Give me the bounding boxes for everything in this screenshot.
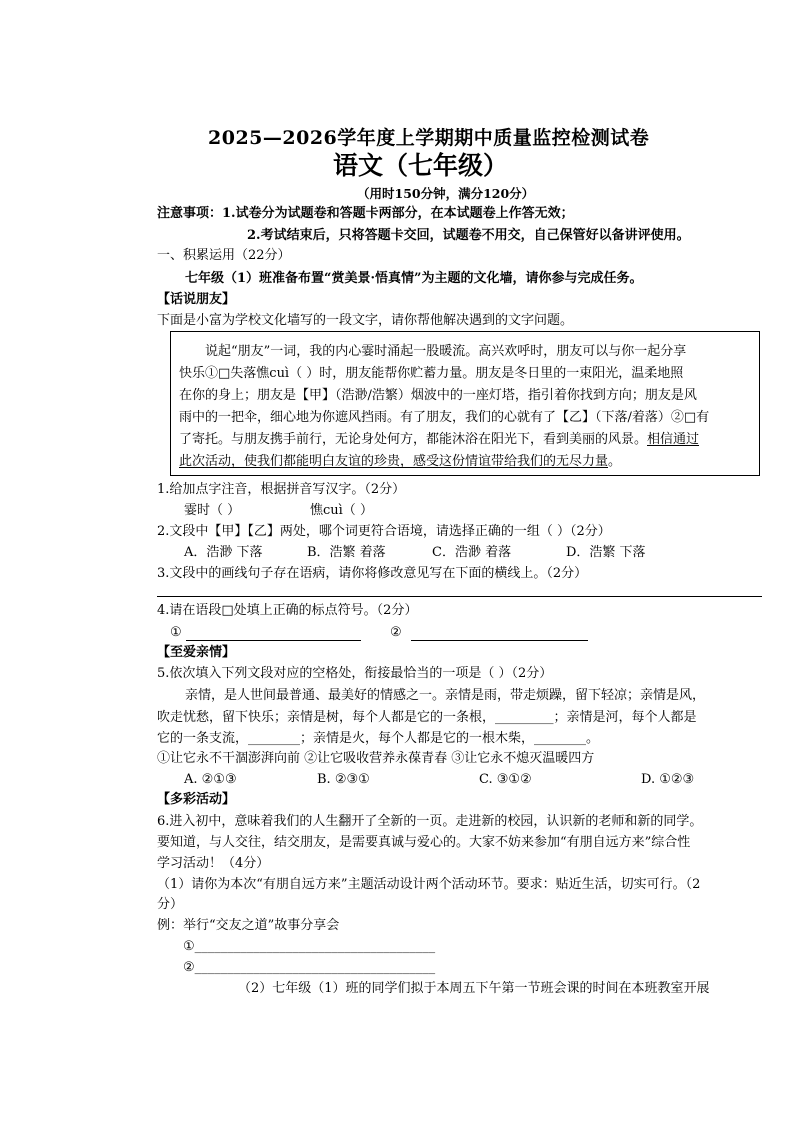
q2-option-c: C．浩渺 着落 bbox=[432, 545, 512, 560]
notes-line-1: 注意事项：1.试卷分为试题卷和答题卡两部分，在本试题卷上作答无效； bbox=[157, 206, 574, 221]
answer-line bbox=[186, 640, 361, 641]
q1-item-2: 憔cuì（ ） bbox=[310, 503, 373, 518]
q5-option-c: C. ③①② bbox=[479, 772, 532, 787]
passage-box bbox=[170, 331, 760, 476]
q5-option-d: D. ①②③ bbox=[641, 772, 695, 787]
question-5: 5.依次填入下列文段对应的空格处，衔接最恰当的一项是（ ）（2分） bbox=[157, 666, 553, 681]
q6-blank-2: ②_____________________________________ bbox=[183, 960, 436, 975]
q2-option-a: A．浩渺 下落 bbox=[184, 545, 263, 560]
q6-example: 例：举行“交友之道”故事分享会 bbox=[157, 918, 340, 933]
exam-title: 2025—2026学年度上学期期中质量监控检测试卷 bbox=[208, 127, 650, 149]
q6-blank-1: ①_____________________________________ bbox=[183, 939, 436, 954]
passage-text: 了寄托。与朋友携手前行，无论身处何方，都能沐浴在阳光下，看到美丽的风景。 bbox=[179, 432, 648, 447]
passage-line: 说起“朋友”一词，我的内心霎时涌起一股暖流。高兴欢呼时，朋友可以与你一起分享 bbox=[205, 344, 687, 359]
question-4: 4.请在语段□处填上正确的标点符号。（2分） bbox=[157, 603, 418, 618]
question-2: 2.文段中【甲】【乙】两处，哪个词更符合语境，请选择正确的一组（ ）（2分） bbox=[157, 524, 611, 539]
notes-line-2: 2.考试结束后，只将答题卡交回，试题卷不用交，自己保管好以备讲评使用。 bbox=[247, 228, 690, 243]
section-intro: 七年级（1）班准备布置“赏美景·悟真情”为主题的文化墙，请你参与完成任务。 bbox=[185, 271, 643, 286]
answer-line bbox=[411, 640, 588, 641]
passage-line bbox=[179, 452, 621, 472]
q6-sub1-cont: 分） bbox=[157, 897, 184, 912]
q4-item-1: ① bbox=[170, 625, 182, 640]
answer-line bbox=[157, 596, 762, 597]
question-3: 3.文段中的画线句子存在语病，请你将修改意见写在下面的横线上。（2分） bbox=[157, 566, 588, 581]
q1-item-1: 霎时（ ） bbox=[184, 503, 241, 518]
underlined-sentence-part: 此次活动，使我们都能明白友谊的珍贵，感受这份情谊带给我们的无尽力量 bbox=[179, 454, 609, 469]
question-1: 1.给加点字注音，根据拼音写汉字。（2分） bbox=[157, 482, 406, 497]
passage-line bbox=[179, 430, 699, 450]
q6-line: 6.进入初中，意味着我们的人生翻开了全新的一页。走进新的校园，认识新的老师和新的同学。 bbox=[157, 814, 703, 829]
family-passage-line: 吹走忧愁，留下快乐；亲情是树，每个人都是它的一条根，_________；亲情是河，每个人都是 bbox=[157, 710, 697, 725]
part-heading-activity: 【多彩活动】 bbox=[157, 792, 236, 807]
family-passage-line: 亲情，是人世间最普通、最美好的情感之一。亲情是雨，带走烦躁，留下轻凉；亲情是风， bbox=[185, 688, 706, 703]
time-score: （用时150分钟，满分120分） bbox=[357, 186, 535, 201]
q5-option-a: A. ②①③ bbox=[184, 772, 237, 787]
passage-line: 雨中的一把伞，细心地为你遮风挡雨。有了朋友，我们的心就有了【乙】（下落/着落）②□有 bbox=[179, 410, 710, 425]
q5-choices: ①让它永不干涸澎湃向前 ②让它吸收营养永葆青春 ③让它永不熄灭温暖四方 bbox=[157, 751, 595, 766]
q2-option-b: B．浩繁 着落 bbox=[307, 545, 386, 560]
underlined-sentence-part: 相信通过 bbox=[647, 432, 700, 447]
q2-option-d: D．浩繁 下落 bbox=[566, 545, 646, 560]
q6-line: 学习活动！（4分） bbox=[157, 856, 270, 871]
q4-item-2: ② bbox=[390, 625, 402, 640]
passage-line: 在你的身上；朋友是【甲】（浩渺/浩繁）烟波中的一座灯塔，指引着你找到方向；朋友是风 bbox=[179, 388, 697, 403]
subject-title: 语文（七年级） bbox=[333, 151, 509, 180]
part-lead: 下面是小富为学校文化墙写的一段文字，请你帮他解决遇到的文字问题。 bbox=[157, 313, 574, 328]
q5-option-b: B. ②③① bbox=[317, 772, 370, 787]
q6-sub2: （2）七年级（1）班的同学们拟于本周五下午第一节班会课的时间在本班教室开展 bbox=[238, 981, 710, 996]
part-heading-family: 【至爱亲情】 bbox=[157, 645, 236, 660]
q6-sub1: （1）请你为本次“有朋自远方来”主题活动设计两个活动环节。要求：贴近生活，切实可行。（2 bbox=[157, 877, 701, 892]
q6-line: 要知道，与人交往，结交朋友，是需要真诚与爱心的。大家不妨来参加“有朋自远方来”综合性 bbox=[157, 835, 691, 850]
passage-line: 快乐①□失落憔cuì（ ）时，朋友能帮你贮蓄力量。朋友是冬日里的一束阳光，温柔地照 bbox=[179, 366, 684, 381]
passage-end: 。 bbox=[608, 454, 622, 469]
section-heading: 一、积累运用（22分） bbox=[157, 248, 291, 263]
part-heading-friend: 【话说朋友】 bbox=[157, 292, 236, 307]
family-passage-line: 它的一条支流，________；亲情是火，每个人都是它的一根木柴，________。 bbox=[157, 731, 600, 746]
